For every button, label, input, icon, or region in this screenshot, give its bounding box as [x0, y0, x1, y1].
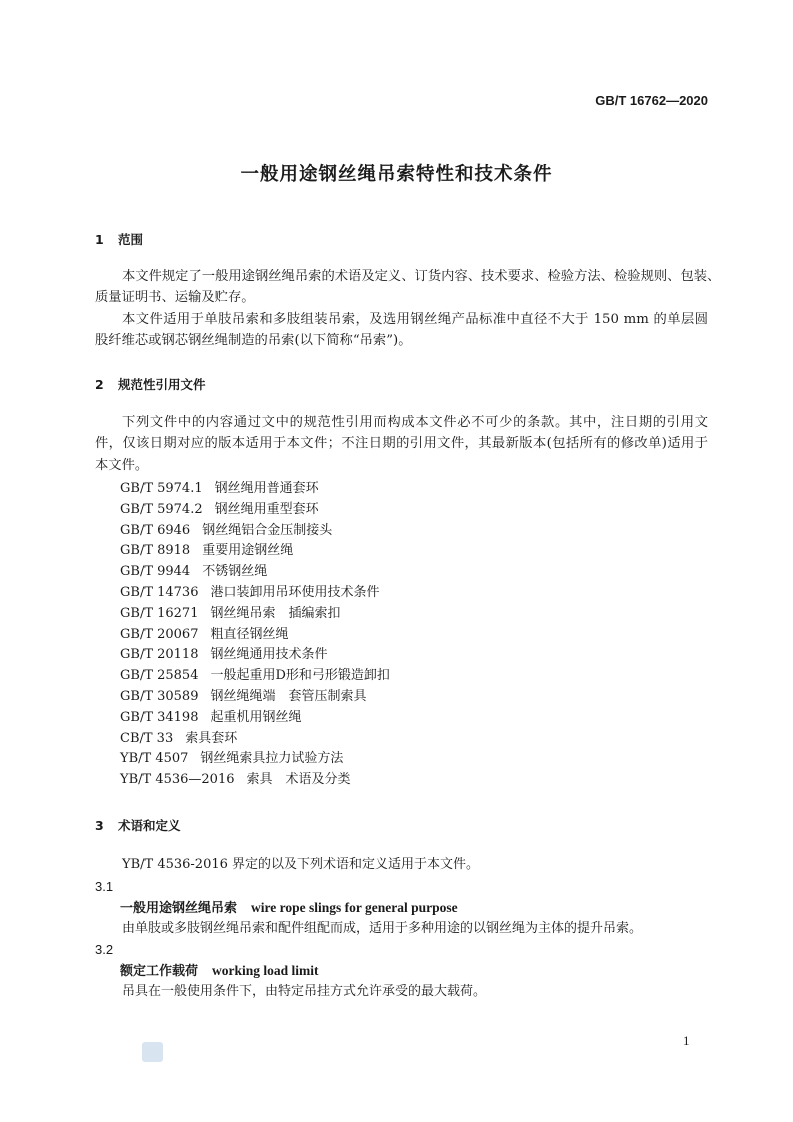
reference-item	[120, 524, 332, 537]
reference-item	[120, 586, 380, 599]
reference-title: 钢丝绳通用技术条件	[210, 647, 328, 663]
section-heading-1	[95, 234, 143, 247]
paragraph-line: 股纤维芯或钢芯钢丝绳制造的吊索(以下简称“吊索”)。	[95, 333, 412, 348]
reference-code: GB/T 16271	[120, 605, 199, 621]
reference-code: GB/T 5974.1	[120, 481, 203, 496]
term-entry	[120, 901, 458, 915]
reference-title: 钢丝绳绳端 套管压制索具	[210, 689, 367, 704]
reference-code: YB/T 4507	[120, 751, 189, 767]
reference-code: GB/T 30589	[120, 689, 199, 704]
reference-title: 钢丝绳铝合金压制接头	[202, 522, 333, 538]
paragraph-line: YB/T 4536-2016 界定的以及下列术语和定义适用于本文件。	[122, 857, 480, 872]
reference-code: GB/T 9944	[120, 564, 191, 580]
reference-item	[120, 773, 351, 786]
reference-title: 钢丝绳索具拉力试验方法	[200, 751, 344, 767]
reference-item	[120, 544, 293, 557]
reference-title: 重要用途钢丝绳	[202, 543, 294, 559]
reference-title: 索具套环	[185, 730, 238, 746]
section-title: 术语和定义	[118, 818, 181, 833]
term-zh: 额定工作载荷	[120, 964, 199, 979]
standard-number: GB/T 16762—2020	[595, 93, 708, 108]
reference-code: GB/T 25854	[120, 668, 199, 684]
reference-item	[120, 628, 289, 641]
section-heading-2	[95, 379, 206, 392]
reference-code: GB/T 14736	[120, 585, 199, 600]
paragraph-line: 下列文件中的内容通过文中的规范性引用而构成本文件必不可少的条款。其中，注日期的引用文	[122, 415, 708, 430]
document-title: 一般用途钢丝绳吊索特性和技术条件	[240, 164, 553, 185]
reference-item	[120, 669, 390, 682]
reference-code: GB/T 5974.2	[120, 501, 203, 517]
reference-item	[120, 711, 302, 724]
reference-code: CB/T 33	[120, 730, 174, 746]
reference-item	[120, 482, 319, 495]
reference-title: 钢丝绳吊索 插编索扣	[210, 605, 341, 621]
section-number: 2	[95, 377, 104, 392]
reference-item	[120, 503, 319, 516]
reference-title: 不锈钢丝绳	[202, 564, 268, 580]
reference-code: GB/T 34198	[120, 709, 199, 725]
reference-title: 索具 术语及分类	[246, 772, 351, 788]
section-title: 规范性引用文件	[118, 377, 206, 392]
reference-item	[120, 607, 341, 620]
reference-item	[120, 752, 343, 765]
section-number: 3	[95, 818, 104, 833]
sac-logo	[142, 1042, 163, 1062]
paragraph-line: 本文件规定了一般用途钢丝绳吊索的术语及定义、订货内容、技术要求、检验方法、检验规则、包装、	[122, 269, 721, 284]
term-entry	[120, 964, 319, 978]
section-title: 范围	[118, 232, 144, 247]
reference-title: 钢丝绳用重型套环	[214, 501, 319, 517]
reference-code: GB/T 8918	[120, 543, 191, 559]
reference-item	[120, 690, 367, 703]
reference-item	[120, 732, 237, 745]
reference-title: 钢丝绳用普通套环	[214, 481, 319, 496]
section-number: 1	[95, 232, 104, 247]
term-zh: 一般用途钢丝绳吊索	[120, 901, 238, 916]
term-number: 3.2	[95, 942, 114, 957]
reference-code: YB/T 4536—2016	[120, 772, 235, 788]
reference-item	[120, 648, 328, 661]
paragraph-line: 件，仅该日期对应的版本适用于本文件；不注日期的引用文件，其最新版本(包括所有的修改单)适用于	[95, 436, 708, 451]
term-number: 3.1	[95, 879, 114, 894]
term-definition: 吊具在一般使用条件下，由特定吊挂方式允许承受的最大载荷。	[122, 984, 487, 999]
reference-item	[120, 565, 267, 578]
paragraph-line: 质量证明书、运输及贮存。	[95, 290, 255, 305]
paragraph-line: 本文件适用于单肢吊索和多肢组装吊索，及选用钢丝绳产品标准中直径不大于 150 mm 的单层圆	[122, 312, 708, 327]
reference-title: 一般起重用D形和弓形锻造卸扣	[210, 668, 390, 684]
paragraph-line: 本文件。	[95, 458, 149, 473]
reference-code: GB/T 6946	[120, 522, 191, 538]
reference-code: GB/T 20118	[120, 647, 199, 663]
reference-title: 起重机用钢丝绳	[210, 709, 302, 725]
page-number: 1	[683, 1033, 690, 1048]
term-en: wire rope slings for general purpose	[251, 900, 458, 915]
reference-title: 港口装卸用吊环使用技术条件	[210, 585, 380, 600]
section-heading-3	[95, 820, 181, 833]
term-en: working load limit	[212, 963, 319, 978]
reference-code: GB/T 20067	[120, 626, 199, 642]
reference-title: 粗直径钢丝绳	[210, 626, 289, 642]
term-definition: 由单肢或多肢钢丝绳吊索和配件组配而成，适用于多种用途的以钢丝绳为主体的提升吊索。	[122, 921, 643, 936]
